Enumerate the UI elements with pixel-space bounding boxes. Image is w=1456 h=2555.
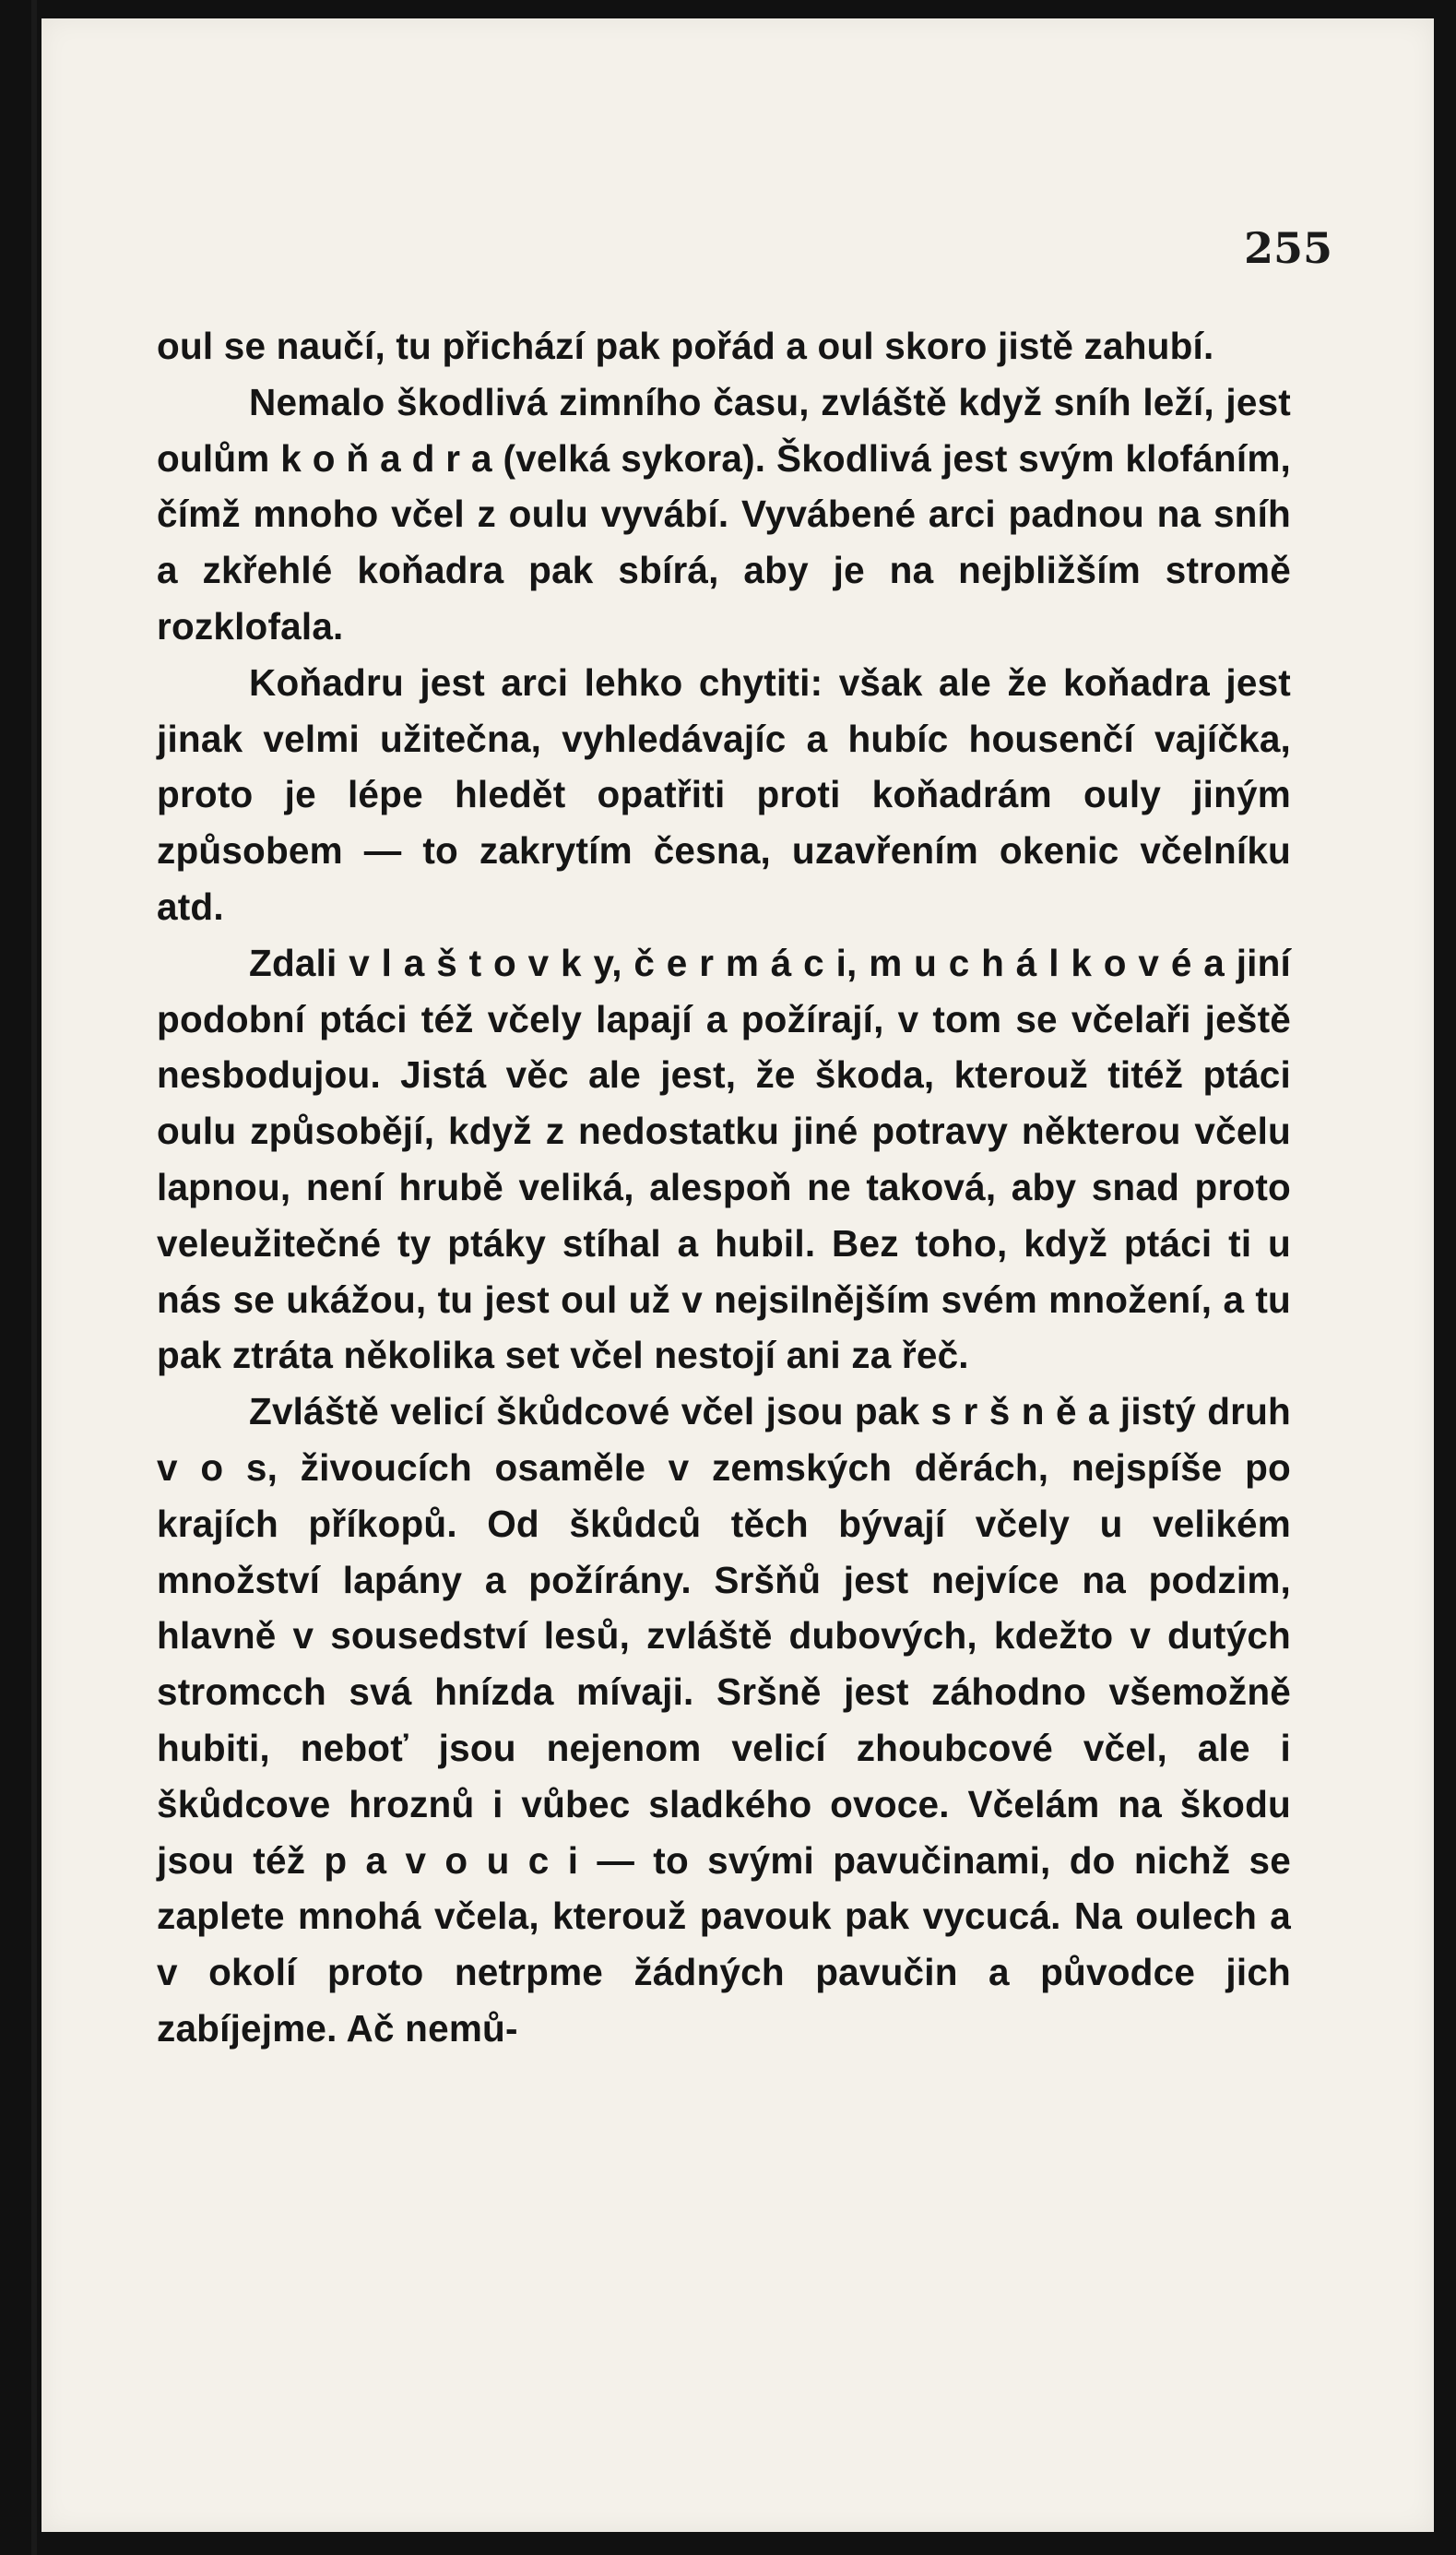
- paragraph-konadra-harm: Nemalo škodlivá zimního času, zvláště když sníh leží, jest oulům k o ň a d r a (velká sykora). Škodlivá jest svým klofáním, čímž mnoho včel z oulu vyvábí. Vyvábené arci padnou na sníh a zkřehlé koňadra pak sbírá, aby je na nejbližším stromě rozklofala.: [157, 380, 1291, 648]
- page-number: 255: [1243, 223, 1332, 273]
- paragraph-birds: Zdali v l a š t o v k y, č e r m á c i, m u c h á l k o v é a jiní podobní ptáci též včely lapají a požírají, v tom se včelaři ještě nesbodujou. Jistá věc ale jest, že škoda, kterouž titéž ptáci oulu způsobějí, když z nedostatku jiné potravy některou včelu lapnou, není hrubě veliká, alespoň ne taková, aby snad proto veleužitečné ty ptáky stíhal a hubil. Bez toho, když ptáci ti u nás se ukážou, tu jest oul už v nejsilnějším svém množení, a tu pak ztráta několika set včel nestojí ani za řeč.: [157, 941, 1291, 1377]
- paragraph-konadra-catch: Koňadru jest arci lehko chytiti: však ale že koňadra jest jinak velmi užitečna, vyhledávajíc a hubíc housenčí vajíčka, proto je lépe hledět opatřiti proti koňadrám ouly jiným způsobem — to zakrytím česna, uzavřením okenic včelníku atd.: [157, 660, 1291, 928]
- book-page: [41, 18, 1434, 2532]
- page-body-text: [157, 318, 1291, 2057]
- paragraph-continued: oul se naučí, tu přichází pak pořád a oul skoro jistě zahubí.: [157, 325, 1214, 367]
- paragraph-hornets-spiders: Zvláště velicí škůdcové včel jsou pak s r š n ě a jistý druh v o s, živoucích osaměle v zemských děrách, nejspíše po krajích příkopů. Od škůdců těch bývají včely u velikém množství lapány a požírány. Sršňů jest nejvíce na podzim, hlavně v sousedství lesů, zvláště dubových, kdežto v dutých stromcch svá hnízda mívaji. Sršně jest záhodno všemožně hubiti, neboť jsou nejenom velicí zhoubcové včel, ale i škůdcove hroznů i vůbec sladkého ovoce. Včelám na škodu jsou též p a v o u c i — to svými pavučinami, do nichž se zaplete mnohá včela, kterouž pavouk pak vycucá. Na oulech a v okolí proto netrpme žádných pavučin a původce jich zabíjejme. Ač nemů-: [157, 1390, 1291, 2050]
- binding-edge-line: [31, 0, 37, 2555]
